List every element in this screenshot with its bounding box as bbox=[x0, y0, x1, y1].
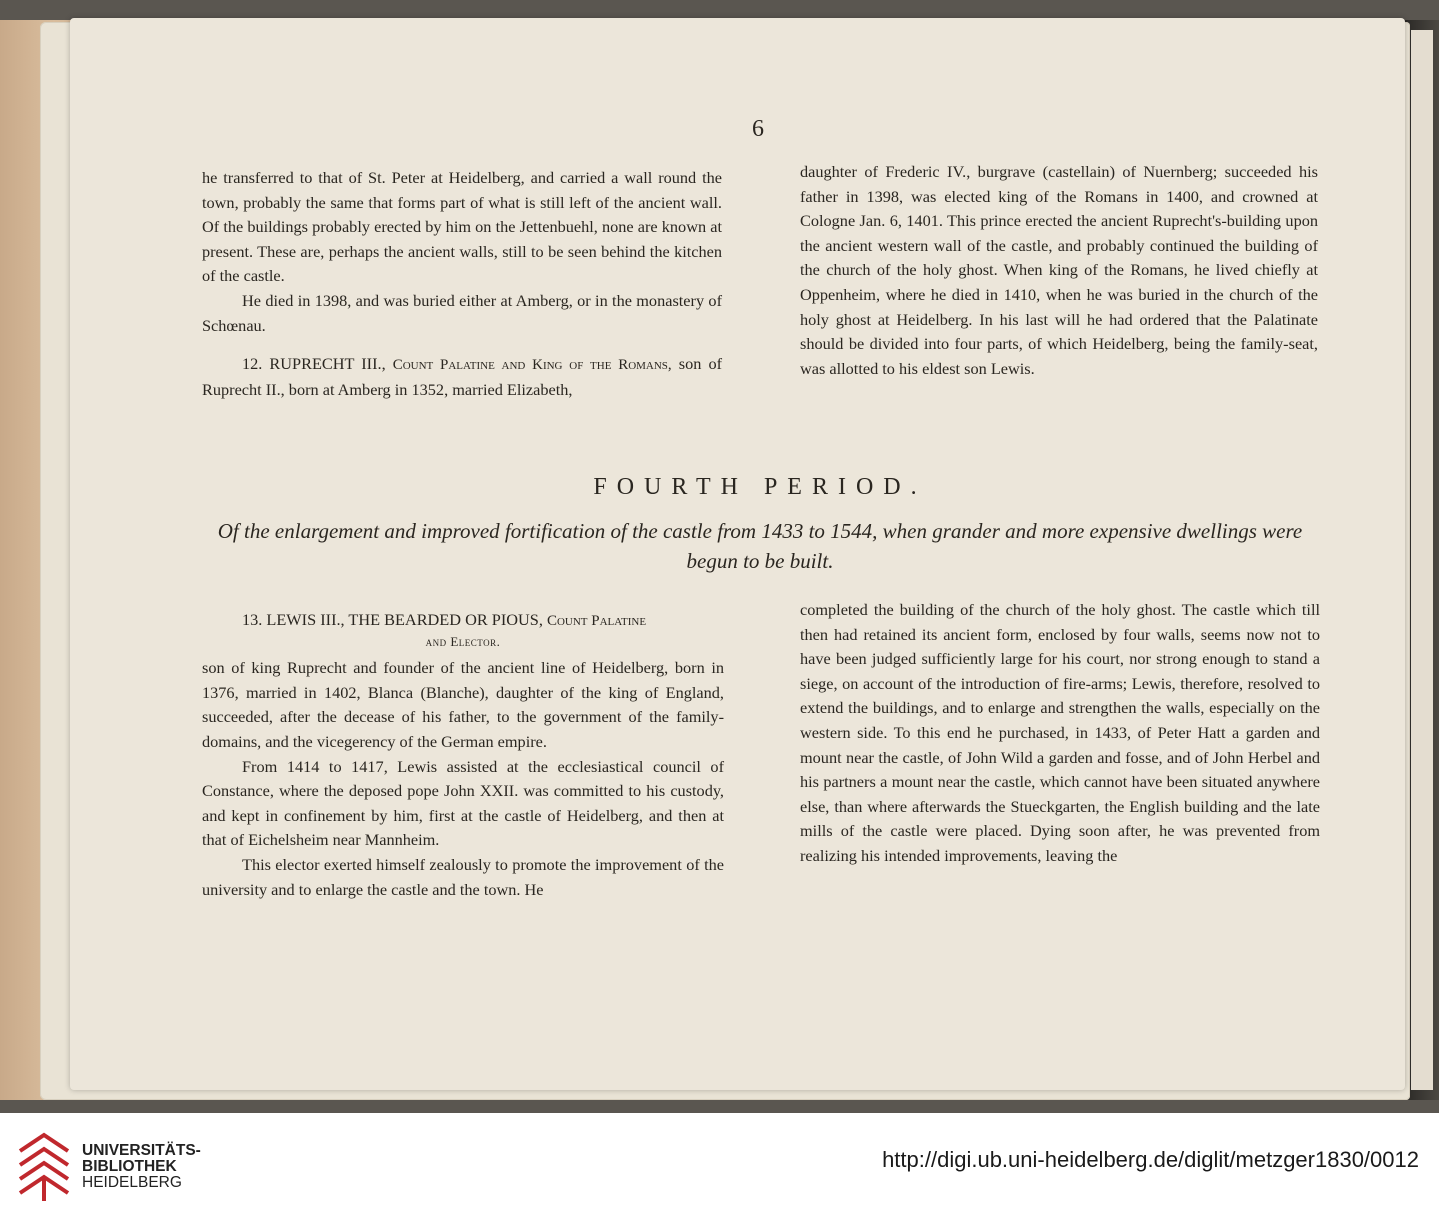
entry-heading-title: Count Palatine bbox=[546, 613, 647, 629]
library-logo-icon[interactable] bbox=[16, 1131, 72, 1203]
library-name-line: HEIDELBERG bbox=[82, 1174, 182, 1191]
paragraph: he transferred to that of St. Peter at Heidelberg, and carried a wall round the town, probably the same that forms part of what is still left of the ancient wall. Of the buildings probably erected by him on the Jettenbuehl, none are known at present. These are, perhaps the ancient walls, still to be seen behind the kitchen of the castle. bbox=[202, 168, 722, 286]
permalink-url[interactable]: http://digi.ub.uni-heidelberg.de/diglit/metzger1830/0012 bbox=[882, 1147, 1419, 1172]
right-column-top bbox=[800, 160, 1318, 381]
library-name-line: UNIVERSITÄTS- bbox=[82, 1142, 201, 1159]
paragraph: He died in 1398, and was buried either at Amberg, or in the monastery of Schœnau. bbox=[202, 290, 722, 335]
period-title: FOURTH PERIOD. bbox=[593, 474, 927, 500]
period-subtitle: Of the enlargement and improved fortification of the castle from 1433 to 1544, when grander and more expensive dwellings were begun to be built. bbox=[217, 519, 1303, 573]
left-column-bottom bbox=[202, 608, 724, 902]
paragraph: son of king Ruprecht and founder of the ancient line of Heidelberg, born in 1376, married in 1402, Blanca (Blanche), daughter of the king of England, succeeded, after the decease of his father, to the government of the family-domains, and the vicegerency of the German empire. bbox=[202, 658, 724, 751]
entry-subheading: and Elector. bbox=[425, 633, 501, 649]
library-name-line: BIBLIOTHEK bbox=[82, 1158, 177, 1175]
viewer-footer bbox=[0, 1113, 1439, 1219]
paragraph: This elector exerted himself zealously to promote the improvement of the university and to enlarge the castle and the town. He bbox=[202, 854, 724, 899]
next-page-sliver bbox=[1411, 30, 1433, 1090]
entry-heading-rest: son of Ruprecht II., born at Amberg in 1352, married Elizabeth, bbox=[202, 354, 723, 399]
entry-heading-12 bbox=[202, 352, 722, 402]
left-column-top bbox=[202, 166, 722, 402]
entry-heading-lead: 13. LEWIS III., THE BEARDED OR PIOUS, bbox=[242, 610, 547, 629]
right-column-bottom bbox=[800, 598, 1320, 869]
paragraph: completed the building of the church of the holy ghost. The castle which till then had retained its ancient form, enclosed by four walls, seems now not to have been judged sufficiently large for his court, nor strong enough to stand a siege, on account of the introduction of fire-arms; Lewis, therefore, resolved to extend the buildings, and to enlarge and strengthen the walls, especially on the western side. To this end he purchased, in 1433, of Peter Hatt a garden and mount near the castle, of John Wild a garden and fosse, and of John Herbel and his partners a mount near the castle, which cannot have been situated anywhere else, than where afterwards the Stueckgarten, the English building and the late mills of the castle were placed. Dying soon after, he was prevented from realizing his intended improvements, leaving the bbox=[800, 600, 1320, 865]
page-number: 6 bbox=[752, 116, 764, 142]
paragraph: daughter of Frederic IV., burgrave (castellain) of Nuernberg; succeeded his father in 1398, was elected king of the Romans in 1400, and crowned at Cologne Jan. 6, 1401. This prince erected the ancient Ruprecht's-building upon the ancient western wall of the castle, and probably continued the building of the church of the holy ghost. When king of the Romans, he lived chiefly at Oppenheim, where he died in 1410, when he was buried in the church of the holy ghost at Heidelberg. In his last will he had ordered that the Palatinate should be divided into four parts, of which Heidelberg, being the family-seat, was allotted to his eldest son Lewis. bbox=[800, 162, 1318, 378]
entry-heading-lead: 12. RUPRECHT III., bbox=[242, 354, 393, 374]
entry-heading-title: Count Palatine and King of the Romans, bbox=[392, 357, 672, 374]
paragraph: From 1414 to 1417, Lewis assisted at the ecclesiastical council of Constance, where the deposed pope John XXII. was committed to his custody, and kept in confinement by him, first at the castle of Heidelberg, and then at that of Eichelsheim near Mannheim. bbox=[202, 756, 724, 850]
library-name bbox=[82, 1143, 201, 1191]
next-page-edge bbox=[1405, 20, 1439, 1100]
